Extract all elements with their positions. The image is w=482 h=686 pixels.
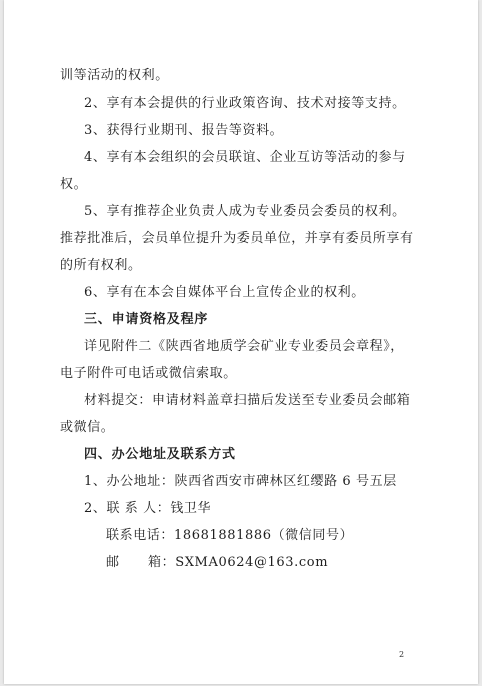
- page-number: 2: [399, 650, 405, 659]
- text-line-11: 详见附件二《陕西省地质学会矿业专业委员会章程》，: [84, 339, 404, 354]
- text-line-12: 电子附件可电话或微信索取。: [60, 366, 237, 381]
- document-page: [4, 0, 478, 684]
- text-line-6: 5、享有推荐企业负责人成为专业委员会委员的权利。: [84, 204, 406, 219]
- text-line-2: 2、享有本会提供的行业政策咨询、技术对接等支持。: [84, 96, 406, 111]
- text-line-4: 4、享有本会组织的会员联谊、企业互访等活动的参与: [84, 150, 406, 165]
- section-heading-4: 四、办公地址及联系方式: [84, 447, 236, 462]
- text-line-14: 或微信。: [60, 420, 115, 435]
- text-line-1: 训等活动的权利。: [60, 68, 169, 83]
- text-line-13: 材料提交：申请材料盖章扫描后发送至专业委员会邮箱: [84, 393, 411, 408]
- text-line-9: 6、享有在本会自媒体平台上宣传企业的权利。: [84, 285, 365, 300]
- text-line-3: 3、获得行业期刊、报告等资料。: [84, 123, 284, 138]
- section-heading-3: 三、申请资格及程序: [84, 312, 209, 327]
- contact-person: 2、联 系 人：钱卫华: [84, 501, 212, 516]
- text-line-7: 推荐批准后，会员单位提升为委员单位，并享有委员所享有: [60, 231, 414, 246]
- contact-phone: 联系电话：18681881886（微信同号）: [106, 528, 354, 543]
- contact-email: 邮 箱：SXMA0624@163.com: [106, 555, 329, 570]
- office-address: 1、办公地址：陕西省西安市碑林区红缨路 6 号五层: [84, 474, 397, 489]
- text-line-8: 的所有权利。: [60, 258, 142, 273]
- text-line-5: 权。: [60, 177, 88, 192]
